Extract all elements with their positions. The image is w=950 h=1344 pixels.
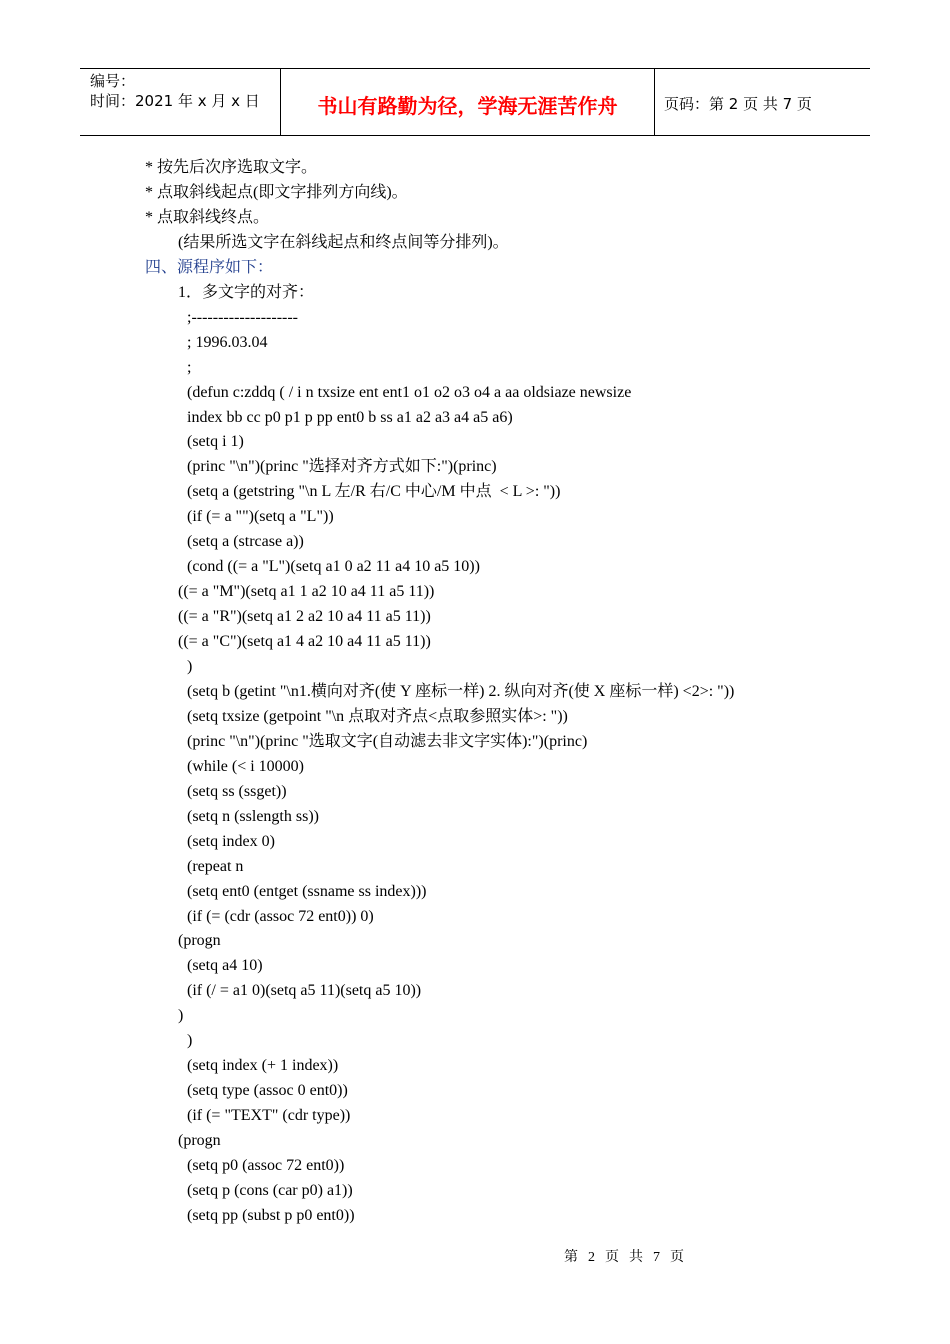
document-number-label: 编号： — [90, 72, 136, 90]
body-line: ) — [178, 1007, 184, 1025]
body-line: (if (= a "")(setq a "L")) — [187, 508, 334, 526]
body-line: (setq ss (ssget)) — [187, 782, 287, 800]
header-meta — [80, 69, 281, 135]
body-line: (princ "\n")(princ "选取文字(自动滤去非文字实体):")(princ) — [187, 732, 588, 750]
page-footer: 第 2 页 共 7 页 — [564, 1250, 685, 1265]
body-line: (setq i 1) — [187, 433, 244, 451]
body-line: (setq n (sslength ss)) — [187, 807, 319, 825]
body-line: (setq index 0) — [187, 832, 275, 850]
body-line: (if (= "TEXT" (cdr type)) — [187, 1107, 351, 1125]
body-line: ) — [187, 1032, 193, 1050]
body-line: (if (= (cdr (assoc 72 ent0)) 0) — [187, 907, 374, 925]
body-line: (setq index (+ 1 index)) — [187, 1057, 339, 1075]
body-line: ((= a "C")(setq a1 4 a2 10 a4 11 a5 11)) — [178, 633, 431, 651]
body-line: ((= a "M")(setq a1 1 a2 10 a4 11 a5 11)) — [178, 583, 435, 601]
body-line: * 按先后次序选取文字。 — [145, 159, 318, 176]
body-line: (setq pp (subst p p0 ent0)) — [187, 1206, 355, 1224]
body-line: (princ "\n")(princ "选择对齐方式如下:")(princ) — [187, 458, 497, 476]
header-motto: 书山有路勤为径，学海无涯苦作舟 — [281, 69, 655, 135]
body-line: (setq ent0 (entget (ssname ss index))) — [187, 882, 427, 900]
document-date-label: 时间：2021 年 x 月 x 日 — [90, 92, 260, 110]
body-line: 1．多文字的对齐： — [178, 283, 315, 301]
page-header — [80, 68, 870, 136]
body-line: (setq type (assoc 0 ent0)) — [187, 1082, 348, 1100]
body-line: (while (< i 10000) — [187, 757, 304, 775]
body-line: ) — [187, 658, 193, 675]
body-line: (cond ((= a "L")(setq a1 0 a2 11 a4 10 a5 10)) — [187, 558, 480, 576]
body-line: (defun c:zddq ( / i n txsize ent ent1 o1 o2 o3 o4 a aa oldsiaze newsize — [187, 383, 632, 401]
body-line: (setq p0 (assoc 72 ent0)) — [187, 1157, 345, 1174]
body-line: (setq a (strcase a)) — [187, 533, 304, 551]
body-line: index bb cc p0 p1 p pp ent0 b ss a1 a2 a3 a4 a5 a6) — [187, 408, 513, 426]
body-line: (setq a4 10) — [187, 957, 263, 975]
body-line: (progn — [178, 932, 221, 950]
body-line: ; — [187, 358, 192, 376]
body-line: (setq a (getstring "\n L 左/R 右/C 中心/M 中点 < L >: ")) — [187, 483, 561, 501]
section-heading: 四、源程序如下： — [145, 258, 274, 276]
body-line: (结果所选文字在斜线起点和终点间等分排列)。 — [178, 233, 509, 251]
body-line: ;-------------------- — [187, 308, 299, 326]
body-line: * 点取斜线终点。 — [145, 208, 270, 226]
body-line: (progn — [178, 1132, 221, 1150]
body-line: (if (/ = a1 0)(setq a5 11)(setq a5 10)) — [187, 982, 422, 1000]
body-line: (setq txsize (getpoint "\n 点取对齐点<点取参照实体>: ")) — [187, 707, 568, 725]
header-page-number: 页码：第 2 页 共 7 页 — [664, 95, 812, 113]
body-line: ((= a "R")(setq a1 2 a2 10 a4 11 a5 11)) — [178, 608, 431, 626]
body-line: ; 1996.03.04 — [187, 333, 268, 351]
body-line: (setq p (cons (car p0) a1)) — [187, 1181, 353, 1199]
body-line: (repeat n — [187, 857, 244, 875]
body-line: * 点取斜线起点(即文字排列方向线)。 — [145, 183, 408, 201]
body-line: (setq b (getint "\n1.横向对齐(使 Y 座标一样) 2. 纵向对齐(使 X 座标一样) <2>: ")) — [187, 682, 735, 700]
